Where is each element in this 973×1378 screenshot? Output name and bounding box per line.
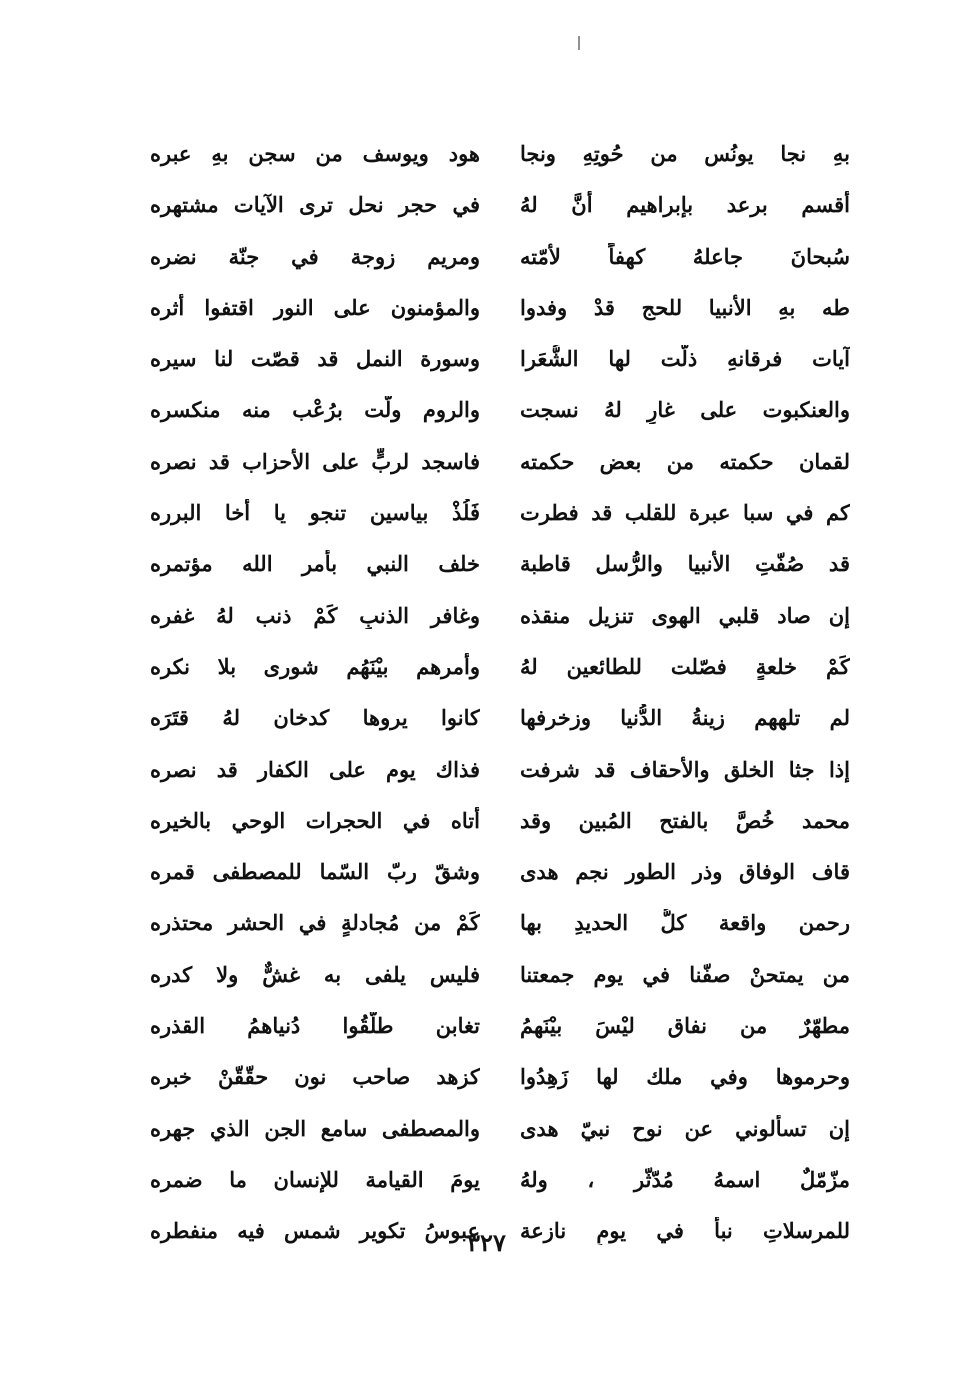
verse-first-hemistich: محمد خُصَّ بالفتح المُبين وقد — [520, 807, 850, 833]
verse-line — [150, 795, 850, 846]
verse-first-hemistich: قاف الوفاق وذر الطور نجم هدى — [520, 859, 850, 885]
verse-first-hemistich: للمرسلاتِ نبأً في يومِ نازعة — [520, 1218, 850, 1244]
verse-line — [150, 487, 850, 538]
verse-line — [150, 692, 850, 743]
verse-first-hemistich: أقسم برعد بإبراهيم أنَّ لهُ — [520, 192, 850, 218]
verse-second-hemistich: وسورة النمل قد قصّت لنا سيره — [150, 346, 480, 372]
verse-line — [150, 231, 850, 282]
verse-line — [150, 744, 850, 795]
verse-second-hemistich: في حجر نحل ترى الآيات مشتهره — [150, 192, 480, 218]
print-speck — [578, 36, 580, 50]
verse-line — [150, 949, 850, 1000]
verse-first-hemistich: والعنكبوت على غارٍ لهُ نسجت — [520, 397, 850, 423]
verse-line — [150, 1000, 850, 1051]
verse-first-hemistich: طه بهِ الأنبيا للحج قدْ وفدوا — [520, 294, 850, 320]
poem-verses — [150, 128, 850, 1257]
verse-line — [150, 590, 850, 641]
verse-second-hemistich: عبوسُ تكوير شمس فيه منفطره — [150, 1218, 480, 1244]
verse-second-hemistich: ومريم زوجة في جنّة نضره — [150, 243, 480, 269]
verse-second-hemistich: وغافر الذنبِ كَمْ ذنب لهُ غفره — [150, 602, 480, 628]
verse-line — [150, 538, 850, 589]
page-number: ٣٢٧ — [467, 1228, 506, 1257]
verse-first-hemistich: لم تلههم زينةُ الدُّنيا وزخرفها — [520, 705, 850, 731]
verse-second-hemistich: والروم ولّت برُعْب منه منكسره — [150, 397, 480, 423]
verse-first-hemistich: كَمْ خلعةٍ فصّلت للطائعين لهُ — [520, 653, 850, 679]
verse-line — [150, 436, 850, 487]
verse-line — [150, 1154, 850, 1205]
verse-first-hemistich: قد صُفّتِ الأنبيا والرُّسل قاطبة — [520, 551, 850, 577]
verse-second-hemistich: كَمْ من مُجادلةٍ في الحشر محتذره — [150, 910, 480, 936]
verse-line — [150, 384, 850, 435]
verse-line — [150, 333, 850, 384]
verse-line — [150, 897, 850, 948]
verse-line — [150, 282, 850, 333]
verse-second-hemistich: هود ويوسف من سجن بهِ عبره — [150, 141, 480, 166]
verse-second-hemistich: فذاك يوم على الكفار قد نصره — [150, 756, 480, 782]
verse-first-hemistich: لقمان حكمته من بعض حكمته — [520, 448, 850, 474]
verse-line — [150, 846, 850, 897]
verse-first-hemistich: سُبحانَ جاعلهُ كهفاً لأمّته — [520, 243, 850, 269]
verse-first-hemistich: رحمن واقعة كلُّ الحديدِ بها — [520, 910, 850, 936]
verse-first-hemistich: من يمتحنْ صفّنا في يوم جمعتنا — [520, 961, 850, 987]
verse-second-hemistich: فاسجد لربٍّ على الأحزاب قد نصره — [150, 448, 480, 474]
verse-first-hemistich: بهِ نجا يونُس من حُوتِهِ ونجا — [520, 141, 850, 166]
verse-second-hemistich: خلف النبي بأمر الله مؤتمره — [150, 551, 480, 577]
verse-line — [150, 179, 850, 230]
verse-second-hemistich: والمؤمنون على النور اقتفوا أثره — [150, 294, 480, 320]
verse-second-hemistich: فَلُذْ بياسين تنجو يا أخا البرره — [150, 500, 480, 526]
verse-second-hemistich: كزهد صاحب نون حقّقّنْ خبره — [150, 1064, 480, 1090]
verse-first-hemistich: مطهّرٌ من نفاق ليْسَ بيْنَهمُ — [520, 1013, 850, 1039]
verse-line — [150, 128, 850, 179]
verse-line — [150, 1103, 850, 1154]
verse-first-hemistich: إن تسألوني عن نوح نبيّ هدى — [520, 1115, 850, 1141]
verse-first-hemistich: كم في سبا عبرة للقلب قد فطرت — [520, 500, 850, 526]
verse-second-hemistich: والمصطفى سامع الجن الذي جهره — [150, 1115, 480, 1141]
verse-first-hemistich: آيات فرقانهِ ذلّت لها الشُّعَرا — [520, 346, 850, 372]
verse-first-hemistich: وحرموها وفي ملك لها زَهِدُوا — [520, 1064, 850, 1090]
verse-second-hemistich: كانوا يروها كدخان لهُ قتَرَه — [150, 705, 480, 731]
verse-first-hemistich: إن صاد قلبي الهوى تنزيل منقذه — [520, 602, 850, 628]
verse-second-hemistich: أتاه في الحجرات الوحي بالخيره — [150, 807, 480, 833]
verse-line — [150, 1051, 850, 1102]
verse-line — [150, 641, 850, 692]
verse-second-hemistich: تغابن طلّقُوا دُنياهمُ القذره — [150, 1013, 480, 1039]
verse-second-hemistich: وشقّ ربّ السّما للمصطفى قمره — [150, 859, 480, 885]
verse-first-hemistich: إذا جثا الخلق والأحقاف قد شرفت — [520, 756, 850, 782]
verse-second-hemistich: وأمرهم بيْنَهُم شورى بلا نكره — [150, 653, 480, 679]
verse-second-hemistich: يومَ القيامة للإنسان ما ضمره — [150, 1166, 480, 1192]
verse-second-hemistich: فليس يلفى به غشٌّ ولا كدره — [150, 961, 480, 987]
verse-first-hemistich: مزّمّلٌ اسمهُ مُدّثّر ، ولهُ — [520, 1166, 850, 1192]
